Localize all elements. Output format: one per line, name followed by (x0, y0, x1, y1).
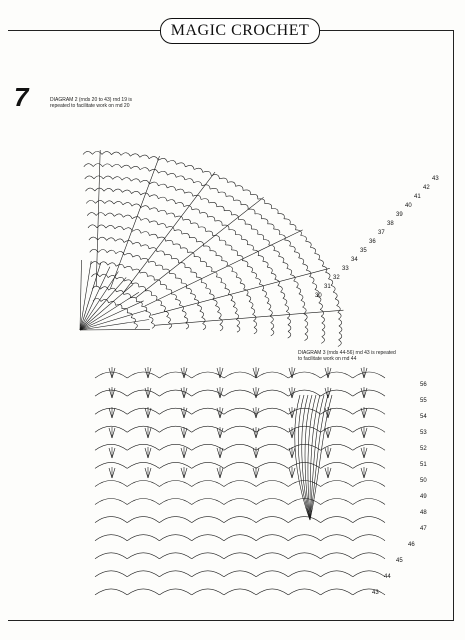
stitch-mark (109, 408, 112, 418)
chain-loop (159, 553, 191, 559)
row-label: 48 (420, 510, 427, 516)
stitch-mark (145, 408, 148, 418)
diagram-3-stitches (95, 367, 427, 596)
chain-loop (321, 589, 353, 595)
diagram-2-caption-line-2: repeated to facilitate work on rnd 20 (50, 103, 130, 109)
chain-loop (127, 571, 159, 577)
chain-loop (159, 481, 191, 487)
chain-loop (288, 462, 320, 468)
chain-loop (256, 481, 288, 487)
stitch-mark (364, 448, 367, 458)
stitch-mark (256, 408, 259, 418)
chain-loop (192, 426, 224, 432)
chain-loop (192, 481, 224, 487)
stitch-mark (364, 468, 367, 478)
chain-loop (353, 499, 385, 505)
stitch-mark (145, 448, 148, 458)
chain-loop (95, 462, 127, 468)
row-label: 31 (324, 284, 331, 290)
row-label: 34 (351, 257, 358, 263)
chain-loop (353, 390, 385, 396)
chain-loop (321, 372, 353, 378)
diagram-2-caption-line-1: DIAGRAM 2 (rnds 20 to 43) rnd 19 is (50, 97, 132, 103)
chain-loop (224, 571, 256, 577)
chain-loop (288, 535, 320, 541)
chain-loop (353, 535, 385, 541)
stitch-mark (148, 428, 151, 438)
stitch-mark (289, 428, 292, 438)
chain-loop (321, 535, 353, 541)
chain-loop (321, 499, 353, 505)
stitch-mark (145, 388, 148, 398)
chain-loop (95, 426, 127, 432)
chain-loop (159, 372, 191, 378)
chain-loop (95, 481, 127, 487)
stitch-mark (184, 408, 187, 418)
chain-loop (288, 517, 320, 523)
chain-loop (353, 408, 385, 414)
stitch-mark (328, 448, 331, 458)
stitch-mark (184, 468, 187, 478)
chain-loop (192, 517, 224, 523)
row-label: 56 (420, 382, 427, 388)
stitch-mark (184, 428, 187, 438)
chain-loop (256, 462, 288, 468)
row-label: 36 (369, 239, 376, 245)
row-label: 55 (420, 398, 427, 404)
chain-loop (256, 426, 288, 432)
chain-loop (321, 571, 353, 577)
chain-loop (256, 553, 288, 559)
chain-loop (95, 444, 127, 450)
stitch-mark (253, 468, 256, 478)
chain-loop (353, 481, 385, 487)
stitch-mark (112, 368, 115, 378)
chain-loop (288, 553, 320, 559)
chain-loop (256, 499, 288, 505)
chain-loop (256, 589, 288, 595)
chain-loop (127, 553, 159, 559)
stitch-mark (109, 448, 112, 458)
chain-loop (192, 499, 224, 505)
stitch-mark (220, 468, 223, 478)
stitch-mark (109, 368, 112, 378)
chain-loop (256, 571, 288, 577)
stitch-mark (148, 448, 151, 458)
chain-loop (224, 589, 256, 595)
stitch-mark (112, 388, 115, 398)
chain-loop (288, 589, 320, 595)
row-label: 33 (342, 266, 349, 272)
chain-loop (192, 571, 224, 577)
stitch-mark (292, 468, 295, 478)
stitch-mark (148, 408, 151, 418)
stitch-mark (256, 468, 259, 478)
chain-loop (256, 372, 288, 378)
chain-loop (159, 499, 191, 505)
chain-loop (192, 462, 224, 468)
chain-loop (353, 589, 385, 595)
stitch-mark (361, 428, 364, 438)
chain-loop (127, 481, 159, 487)
row-label: 54 (420, 414, 427, 420)
chain-loop (127, 499, 159, 505)
stitch-mark (289, 388, 292, 398)
stitch-mark (181, 468, 184, 478)
stitch-mark (292, 388, 295, 398)
chain-loop (95, 517, 127, 523)
chain-loop (127, 390, 159, 396)
stitch-mark (148, 468, 151, 478)
stitch-mark (184, 448, 187, 458)
chain-loop (127, 535, 159, 541)
stitch-mark (253, 388, 256, 398)
chain-loop (256, 517, 288, 523)
stitch-mark (220, 448, 223, 458)
stitch-mark (289, 448, 292, 458)
stitch-mark (217, 368, 220, 378)
chain-loop (224, 408, 256, 414)
chain-loop (321, 481, 353, 487)
chain-loop (95, 535, 127, 541)
stitch-mark (328, 428, 331, 438)
chain-loop (159, 390, 191, 396)
stitch-mark (292, 368, 295, 378)
chain-loop (224, 462, 256, 468)
stitch-mark (361, 388, 364, 398)
stitch-mark (325, 368, 328, 378)
stitch-mark (328, 468, 331, 478)
chain-loop (256, 535, 288, 541)
row-label: 46 (408, 542, 415, 548)
stitch-mark (220, 428, 223, 438)
stitch-mark (361, 468, 364, 478)
stitch-mark (364, 368, 367, 378)
chain-loop (321, 517, 353, 523)
row-label: 51 (420, 462, 427, 468)
stitch-mark (109, 428, 112, 438)
stitch-mark (292, 448, 295, 458)
chain-loop (127, 444, 159, 450)
chain-loop (127, 589, 159, 595)
chain-loop (353, 426, 385, 432)
stitch-mark (325, 448, 328, 458)
row-label: 32 (333, 275, 340, 281)
stitch-mark (217, 408, 220, 418)
chain-loop (192, 553, 224, 559)
chain-loop (192, 535, 224, 541)
stitch-mark (112, 448, 115, 458)
stitch-mark (328, 388, 331, 398)
chain-loop (353, 517, 385, 523)
stitch-mark (112, 468, 115, 478)
stitch-mark (109, 468, 112, 478)
chain-loop (288, 444, 320, 450)
row-label: 39 (396, 212, 403, 218)
chain-loop (256, 444, 288, 450)
row-label: 38 (387, 221, 394, 227)
chain-loop (224, 444, 256, 450)
stitch-mark (361, 408, 364, 418)
chain-loop (224, 390, 256, 396)
row-label: 44 (384, 574, 391, 580)
chain-loop (159, 589, 191, 595)
stitch-mark (181, 388, 184, 398)
chain-loop (159, 571, 191, 577)
row-label: 50 (420, 478, 427, 484)
row-label: 43 (372, 590, 379, 596)
stitch-mark (181, 428, 184, 438)
row-label: 30 (315, 293, 322, 299)
chain-loop (288, 426, 320, 432)
stitch-mark (256, 428, 259, 438)
chain-loop (224, 481, 256, 487)
stitch-mark (256, 388, 259, 398)
chain-loop (95, 553, 127, 559)
row-label: 37 (378, 230, 385, 236)
row-label: 35 (360, 248, 367, 254)
stitch-mark (220, 388, 223, 398)
stitch-mark (148, 388, 151, 398)
stitch-mark (112, 428, 115, 438)
chain-loop (127, 426, 159, 432)
chain-loop (192, 408, 224, 414)
chain-loop (256, 408, 288, 414)
chain-loop (321, 390, 353, 396)
chain-loop (95, 589, 127, 595)
stitch-mark (289, 468, 292, 478)
stitch-mark (289, 408, 292, 418)
chain-loop (224, 499, 256, 505)
row-label: 40 (405, 203, 412, 209)
chain-loop (95, 571, 127, 577)
chain-loop (224, 535, 256, 541)
diagram-3-caption-line-1: DIAGRAM 3 (rnds 44-56) rnd 43 is repeated (298, 350, 396, 356)
magazine-title: MAGIC CROCHET (170, 22, 310, 39)
stitch-mark (112, 408, 115, 418)
chain-loop (159, 517, 191, 523)
chain-loop (95, 408, 127, 414)
chain-loop (95, 499, 127, 505)
stitch-mark (325, 428, 328, 438)
chain-loop (159, 535, 191, 541)
chain-loop (353, 553, 385, 559)
row-label: 41 (414, 194, 421, 200)
chain-loop (353, 571, 385, 577)
chain-loop (224, 553, 256, 559)
stitch-mark (292, 408, 295, 418)
chain-loop (127, 462, 159, 468)
row-label: 52 (420, 446, 427, 452)
chain-loop (127, 517, 159, 523)
stitch-mark (145, 468, 148, 478)
row-label: 53 (420, 430, 427, 436)
row-label: 45 (396, 558, 403, 564)
stitch-mark (253, 408, 256, 418)
stitch-mark (361, 448, 364, 458)
chain-loop (321, 462, 353, 468)
row-label: 49 (420, 494, 427, 500)
chain-loop (127, 408, 159, 414)
stitch-mark (217, 468, 220, 478)
stitch-mark (364, 428, 367, 438)
chain-loop (288, 571, 320, 577)
stitch-mark (364, 388, 367, 398)
stitch-mark (109, 388, 112, 398)
chain-loop (127, 372, 159, 378)
diagram-3-caption-line-2: to facilitate work on rnd 44 (298, 356, 357, 362)
chain-loop (192, 444, 224, 450)
pattern-number: 7 (14, 82, 29, 112)
chain-loop (288, 481, 320, 487)
chain-loop (321, 553, 353, 559)
stitch-mark (184, 368, 187, 378)
stitch-mark (325, 468, 328, 478)
stitch-mark (364, 408, 367, 418)
chain-loop (192, 589, 224, 595)
stitch-mark (181, 448, 184, 458)
stitch-mark (253, 428, 256, 438)
row-label: 42 (423, 185, 430, 191)
chain-loop (353, 444, 385, 450)
chain-loop (224, 372, 256, 378)
chain-loop (224, 426, 256, 432)
stitch-mark (145, 428, 148, 438)
stitch-mark (145, 368, 148, 378)
chain-loop (353, 462, 385, 468)
row-label: 43 (432, 176, 439, 182)
chain-loop (224, 517, 256, 523)
chain-loop (353, 372, 385, 378)
stitch-mark (217, 448, 220, 458)
chain-loop (159, 462, 191, 468)
chain-loop (256, 390, 288, 396)
row-label: 47 (420, 526, 427, 532)
